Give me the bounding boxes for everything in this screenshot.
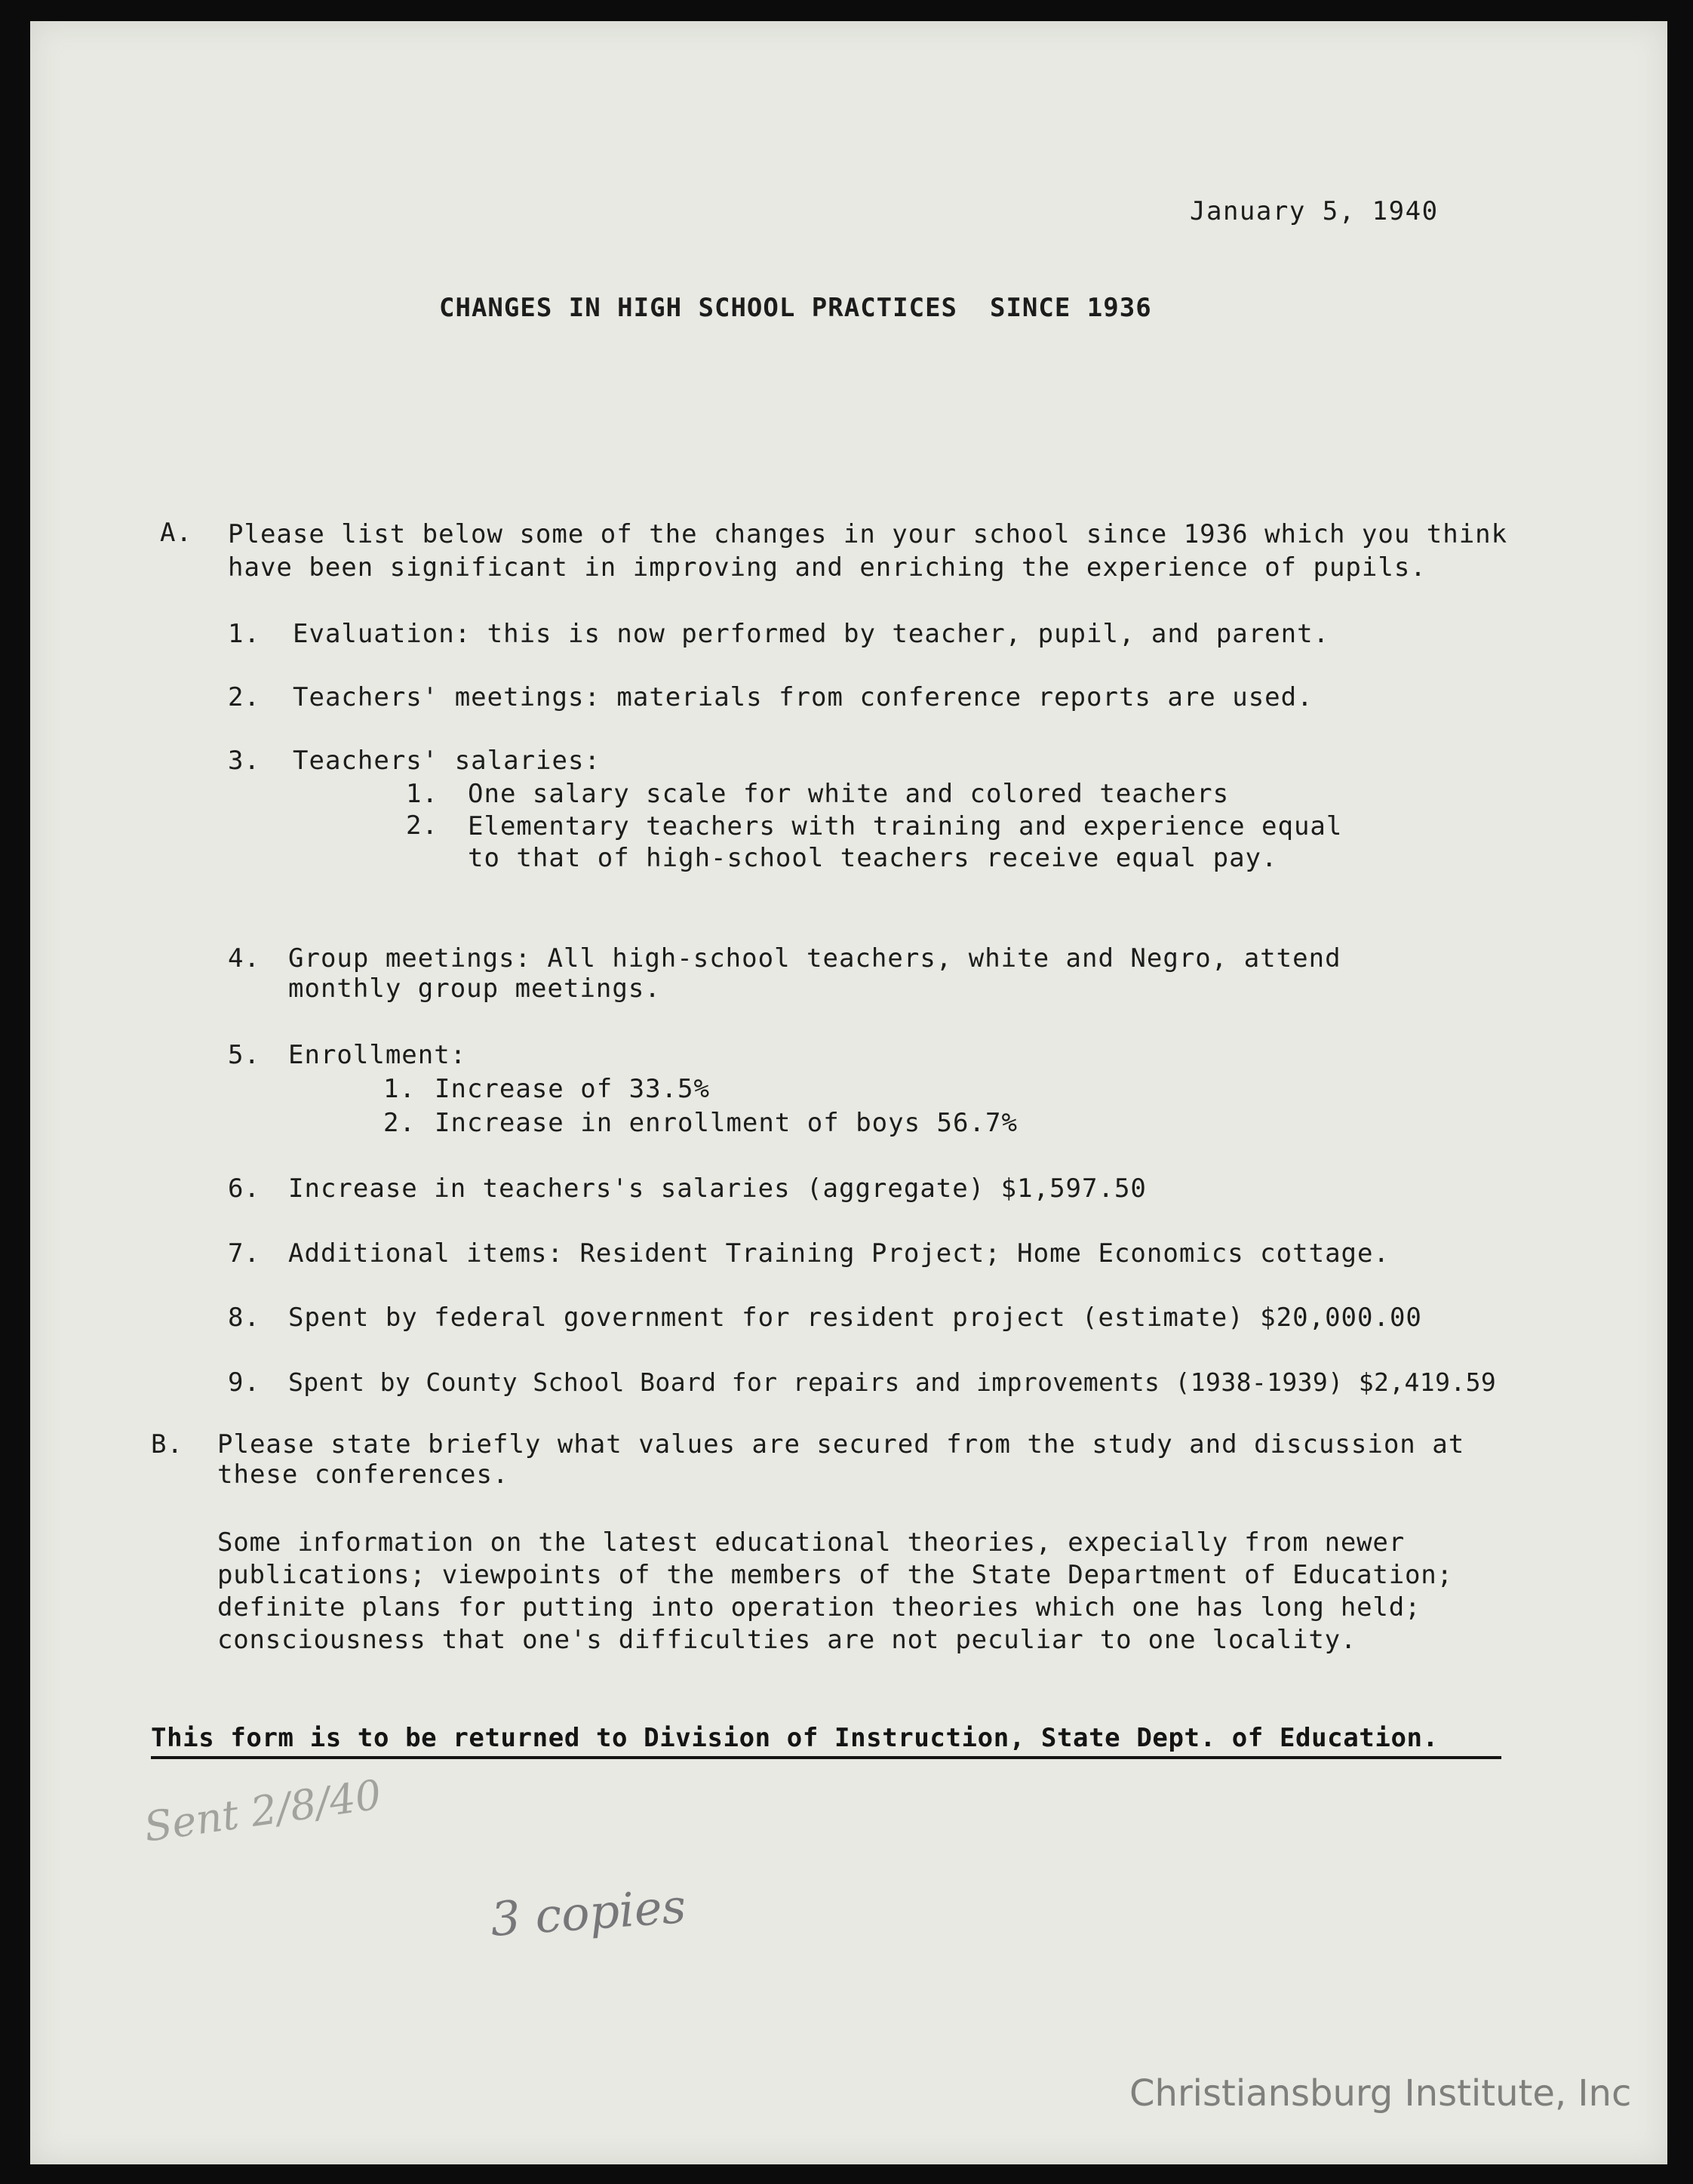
item-2-number: 2. (228, 682, 260, 712)
item-8-number: 8. (228, 1303, 260, 1333)
sent-date-handwritten-note: Sent 2/8/40 (141, 1770, 385, 1851)
item-1-number: 1. (228, 619, 260, 649)
item-5-sub-1-number: 1. (383, 1074, 416, 1104)
item-5-number: 5. (228, 1040, 260, 1070)
item-3-text: Teachers' salaries: (293, 746, 601, 776)
section-a-prompt: Please list below some of the changes in your school since 1936 which you think have been significant in improving and enriching the experience of pupils. (228, 519, 1508, 583)
archive-watermark: Christiansburg Institute, Inc (1129, 2072, 1632, 2115)
item-5-sub-1-text: Increase of 33.5% (435, 1074, 710, 1104)
document-title: CHANGES IN HIGH SCHOOL PRACTICES SINCE 1936 (439, 293, 1152, 323)
section-b-prompt: Please state briefly what values are secured from the study and discussion at these conferences. (217, 1429, 1465, 1490)
item-5-sub-2-number: 2. (383, 1108, 416, 1138)
document-page (30, 21, 1667, 2164)
item-3-sub-2-text: Elementary teachers with training and experience equal to that of high-school teachers receive equal pay. (468, 811, 1343, 873)
item-9-text: Spent by County School Board for repairs and improvements (1938-1939) $2,419.59 (288, 1367, 1497, 1397)
item-6-text: Increase in teachers's salaries (aggregate) $1,597.50 (288, 1174, 1147, 1204)
item-5-text: Enrollment: (288, 1040, 467, 1070)
item-3-sub-2-number: 2. (406, 811, 438, 841)
item-9-number: 9. (228, 1367, 260, 1398)
item-4-text: Group meetings: All high-school teachers, white and Negro, attend monthly group meetings. (288, 943, 1341, 1004)
item-3-sub-1-text: One salary scale for white and colored teachers (468, 779, 1230, 809)
item-1-text: Evaluation: this is now performed by teacher, pupil, and parent. (293, 619, 1330, 649)
item-2-text: Teachers' meetings: materials from conference reports are used. (293, 682, 1314, 712)
section-b-label: B. (151, 1429, 183, 1460)
item-8-text: Spent by federal government for resident project (estimate) $20,000.00 (288, 1303, 1422, 1333)
item-4-number: 4. (228, 943, 260, 974)
document-date: January 5, 1940 (1190, 196, 1439, 226)
item-7-number: 7. (228, 1238, 260, 1269)
item-3-number: 3. (228, 746, 260, 776)
item-7-text: Additional items: Resident Training Project; Home Economics cottage. (288, 1238, 1390, 1269)
item-6-number: 6. (228, 1174, 260, 1204)
return-notice: This form is to be returned to Division of Instruction, State Dept. of Education. (151, 1723, 1501, 1759)
item-5-sub-2-text: Increase in enrollment of boys 56.7% (435, 1108, 1018, 1138)
section-a-label: A. (160, 518, 192, 548)
copies-handwritten-note: 3 copies (488, 1878, 688, 1947)
section-b-answer: Some information on the latest educational theories, expecially from newer publications; viewpoints of the members of the State Department of Education; definite plans for putting into operation theories which one has long held; consciousness that one's difficulties are not peculiar to one locality. (217, 1527, 1453, 1655)
item-3-sub-1-number: 1. (406, 779, 438, 809)
